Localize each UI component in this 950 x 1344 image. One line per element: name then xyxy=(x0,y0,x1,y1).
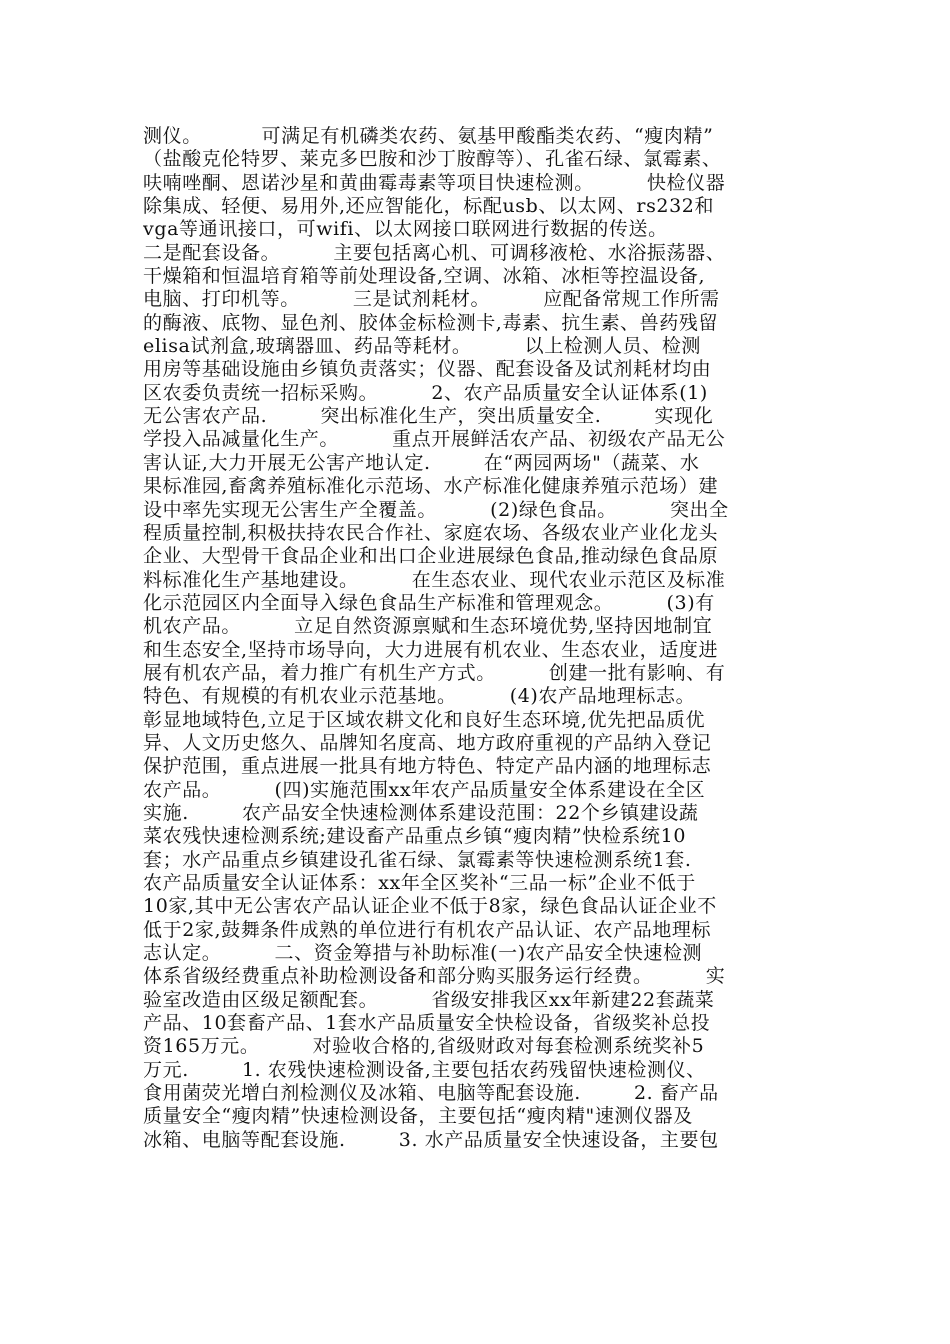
text-line: 农产品质量安全认证体系：xx年全区奖补“三品一标”企业不低于 xyxy=(143,872,696,894)
text-line: 干燥箱和恒温培育箱等前处理设备,空调、冰箱、冰柜等控温设备, xyxy=(143,265,706,288)
text-line: 套；水产品重点乡镇建设孔雀石绿、氯霉素等快速检测系统1套. xyxy=(143,848,692,871)
text-line: 验室改造由区级足额配套。 省级安排我区xx年新建22套蔬菜 xyxy=(143,988,715,1011)
text-line: 彰显地域特色,立足于区域农耕文化和良好生态环境,优先把品质优 xyxy=(143,708,706,731)
text-line: 机农产品。 立足自然资源禀赋和生态环境优势,坚持因地制宜 xyxy=(143,615,713,638)
text-line: 的酶液、底物、显色剂、胶体金标检测卡,毒素、抗生素、兽药残留 xyxy=(143,311,719,334)
text-line: 测仪。 可满足有机磷类农药、氨基甲酸酯类农药、“瘦肉精” xyxy=(143,125,714,147)
text-line: 冰箱、电脑等配套设施. 3. 水产品质量安全快速设备，主要包 xyxy=(143,1128,719,1151)
text-line: 和生态安全,坚持市场导向，大力进展有机农业、生态农业，适度进 xyxy=(143,638,719,661)
text-line: vga等通讯接口，可wifi、以太网接口联网进行数据的传送。 xyxy=(143,218,668,241)
text-line: 低于2家,鼓舞条件成熟的单位进行有机农产品认证、农产品地理标 xyxy=(143,918,712,941)
text-line: 体系省级经费重点补助检测设备和部分购买服务运行经费。 实 xyxy=(143,965,726,988)
text-line: 学投入品减量化生产。 重点开展鲜活农产品、初级农产品无公 xyxy=(143,428,726,451)
text-line: 企业、大型骨干食品企业和出口企业进展绿色食品,推动绿色食品原 xyxy=(143,545,719,568)
text-line: 程质量控制,积极扶持农民合作社、家庭农场、各级农业产业化龙头 xyxy=(143,521,719,544)
text-line: 菜农残快速检测系统;建设畜产品重点乡镇“瘦肉精”快检系统10 xyxy=(143,825,687,848)
text-line: 二是配套设备。 主要包括离心机、可调移液枪、水浴振荡器、 xyxy=(143,241,726,264)
text-line: 万元. 1. 农残快速检测设备,主要包括农药残留快速检测仪、 xyxy=(143,1058,706,1081)
text-line: 害认证,大力开展无公害产地认定. 在“两园两场"（蔬菜、水 xyxy=(143,451,700,474)
text-line: 展有机农产品，着力推广有机生产方式。 创建一批有影响、有 xyxy=(143,661,726,684)
text-line: 资165万元。 对验收合格的,省级财政对每套检测系统奖补5 xyxy=(143,1035,705,1058)
text-line: 10家,其中无公害农产品认证企业不低于8家，绿色食品认证企业不 xyxy=(143,895,717,918)
text-line: 食用菌荧光增白剂检测仪及冰箱、电脑等配套设施. 2. 畜产品 xyxy=(143,1082,719,1105)
text-line: 保护范围，重点进展一批具有地方特色、特定产品内涵的地理标志 xyxy=(143,755,712,778)
text-line: elisa试剂盒,玻璃器皿、药品等耗材。 以上检测人员、检测 xyxy=(143,335,702,358)
text-line: 设中率先实现无公害生产全覆盖。 (2)绿色食品。 突出全 xyxy=(143,498,729,521)
text-line: 用房等基础设施由乡镇负责落实；仪器、配套设备及试剂耗材均由 xyxy=(143,358,712,381)
text-line: 料标准化生产基地建设。 在生态农业、现代农业示范区及标准 xyxy=(143,568,726,591)
text-line: 电脑、打印机等。 三是试剂耗材。 应配备常规工作所需 xyxy=(143,288,720,311)
text-line: 志认定。 二、资金筹措与补助标准(一)农产品安全快速检测 xyxy=(143,942,703,965)
text-line: 质量安全“瘦肉精”快速检测设备，主要包括“瘦肉精"速测仪器及 xyxy=(143,1105,693,1128)
body-text xyxy=(143,125,813,1152)
text-line: 呋喃唑酮、恩诺沙星和黄曲霉毒素等项目快速检测。 快检仪器 xyxy=(143,171,726,194)
text-line: 化示范园区内全面导入绿色食品生产标准和管理观念。 (3)有 xyxy=(143,591,715,614)
text-line: 农产品。 (四)实施范围xx年农产品质量安全体系建设在全区 xyxy=(143,778,706,801)
text-line: 特色、有规模的有机农业示范基地。 (4)农产品地理标志。 xyxy=(143,685,696,708)
text-line: 产品、10套畜产品、1套水产品质量安全快检设备，省级奖补总投 xyxy=(143,1012,711,1035)
text-line: 区农委负责统一招标采购。 2、农产品质量安全认证体系(1) xyxy=(143,381,708,404)
text-line: 异、人文历史悠久、品牌知名度高、地方政府重视的产品纳入登记 xyxy=(143,731,712,754)
text-line: 除集成、轻便、易用外,还应智能化，标配usb、以太网、rs232和 xyxy=(143,195,715,218)
text-line: （盐酸克伦特罗、莱克多巴胺和沙丁胺醇等）、孔雀石绿、氯霉素、 xyxy=(143,148,722,171)
text-line: 无公害农产品. 突出标准化生产，突出质量安全. 实现化 xyxy=(143,405,714,428)
text-line: 果标准园,畜禽养殖标准化示范场、水产标准化健康养殖示范场）建 xyxy=(143,475,719,498)
text-line: 实施. 农产品安全快速检测体系建设范围：22个乡镇建设蔬 xyxy=(143,801,699,824)
